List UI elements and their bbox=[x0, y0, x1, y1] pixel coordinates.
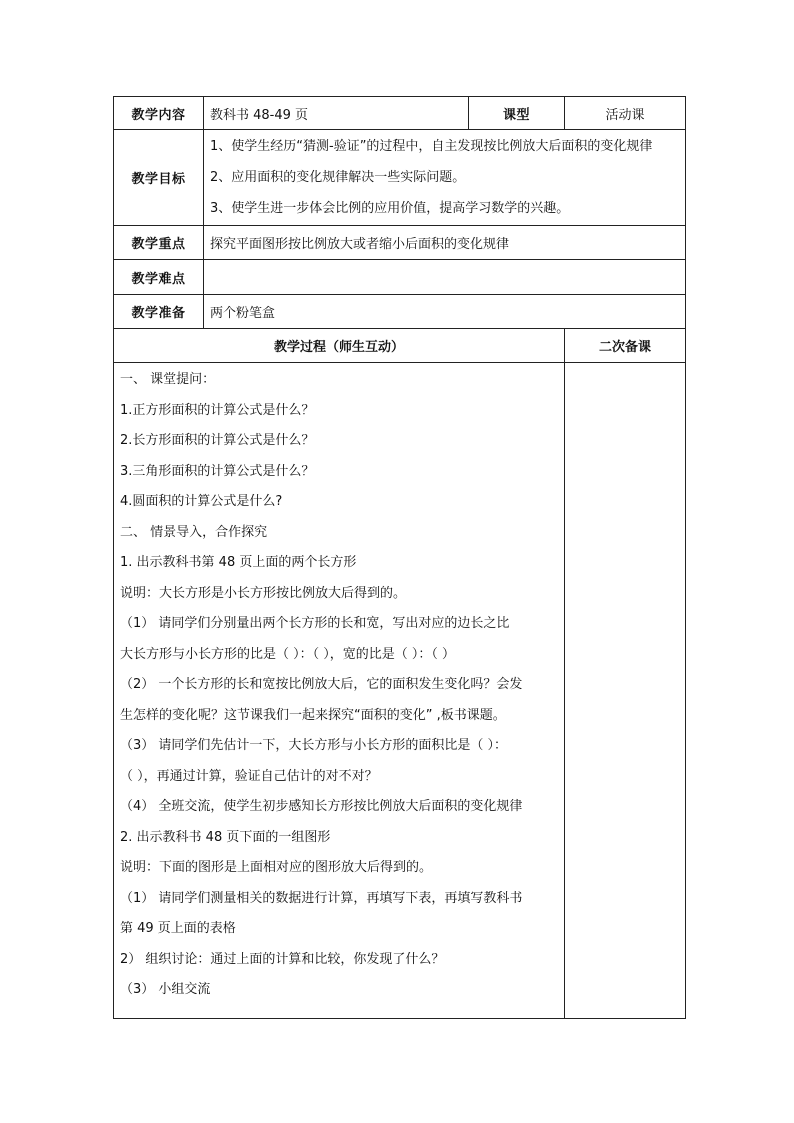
content-value: 教科书 48-49 页 bbox=[204, 97, 469, 130]
process-line: 1.正方形面积的计算公式是什么？ bbox=[120, 402, 315, 418]
process-line: 生怎样的变化呢？这节课我们一起来探究“面积的变化” ,板书课题。 bbox=[120, 707, 506, 723]
row-content bbox=[114, 97, 686, 130]
notes-body bbox=[565, 363, 686, 1019]
goal-item: 1、使学生经历“猜测-验证”的过程中，自主发现按比例放大后面积的变化规律 bbox=[210, 139, 653, 154]
process-line: 大长方形与小长方形的比是（ ）：（ ），宽的比是（ ）：（ ） bbox=[120, 646, 456, 662]
difficulty-value bbox=[204, 260, 686, 295]
process-line: 2.长方形面积的计算公式是什么？ bbox=[120, 433, 315, 448]
goals-list bbox=[204, 130, 686, 226]
row-difficulty bbox=[114, 260, 686, 295]
process-line: （2） 一个长方形的长和宽按比例放大后，它的面积发生变化吗？会发 bbox=[120, 677, 523, 692]
type-value: 活动课 bbox=[565, 97, 686, 130]
process-line: 说明：下面的图形是上面相对应的图形放大后得到的。 bbox=[120, 860, 433, 875]
row-process-body bbox=[114, 363, 686, 1019]
prep-label: 教学准备 bbox=[114, 295, 204, 329]
process-header: 教学过程（师生互动） bbox=[114, 329, 565, 363]
process-line: （1） 请同学们分别量出两个长方形的长和宽，写出对应的边长之比 bbox=[120, 616, 510, 631]
process-line: 一、 课堂提问： bbox=[120, 372, 216, 387]
process-line: 2） 组织讨论：通过上面的计算和比较，你发现了什么？ bbox=[120, 951, 445, 967]
process-line: （3） 请同学们先估计一下，大长方形与小长方形的面积比是（ ）： bbox=[120, 738, 508, 753]
goal-item: 3、使学生进一步体会比例的应用价值，提高学习数学的兴趣。 bbox=[210, 201, 570, 216]
process-line: （3） 小组交流 bbox=[120, 982, 211, 997]
row-goals bbox=[114, 130, 686, 226]
lesson-plan-table bbox=[113, 96, 686, 1019]
process-line: 1. 出示教科书第 48 页上面的两个长方形 bbox=[120, 555, 357, 570]
process-line: 二、 情景导入，合作探究 bbox=[120, 524, 268, 540]
process-line: （4） 全班交流，使学生初步感知长方形按比例放大后面积的变化规律 bbox=[120, 799, 523, 814]
process-line: 3.三角形面积的计算公式是什么？ bbox=[120, 463, 315, 479]
key-label: 教学重点 bbox=[114, 226, 204, 260]
process-line: 2. 出示教科书 48 页下面的一组图形 bbox=[120, 829, 331, 845]
process-body bbox=[114, 363, 565, 1019]
lesson-plan-page bbox=[113, 96, 685, 1019]
notes-header: 二次备课 bbox=[565, 329, 686, 363]
row-process-header bbox=[114, 329, 686, 363]
type-label: 课型 bbox=[469, 97, 565, 130]
difficulty-label: 教学难点 bbox=[114, 260, 204, 295]
process-line: 4.圆面积的计算公式是什么? bbox=[120, 494, 283, 509]
row-prep bbox=[114, 295, 686, 329]
process-line: （ ），再通过计算，验证自己估计的对不对？ bbox=[120, 768, 378, 784]
content-label: 教学内容 bbox=[114, 97, 204, 130]
process-line: 说明：大长方形是小长方形按比例放大后得到的。 bbox=[120, 585, 407, 601]
key-value: 探究平面图形按比例放大或者缩小后面积的变化规律 bbox=[204, 226, 686, 260]
process-line: 第 49 页上面的表格 bbox=[120, 921, 236, 936]
process-line: （1） 请同学们测量相关的数据进行计算，再填写下表，再填写教科书 bbox=[120, 890, 523, 906]
goals-label: 教学目标 bbox=[114, 130, 204, 226]
row-key bbox=[114, 226, 686, 260]
goal-item: 2、应用面积的变化规律解决一些实际问题。 bbox=[210, 170, 466, 185]
prep-value: 两个粉笔盒 bbox=[204, 295, 686, 329]
